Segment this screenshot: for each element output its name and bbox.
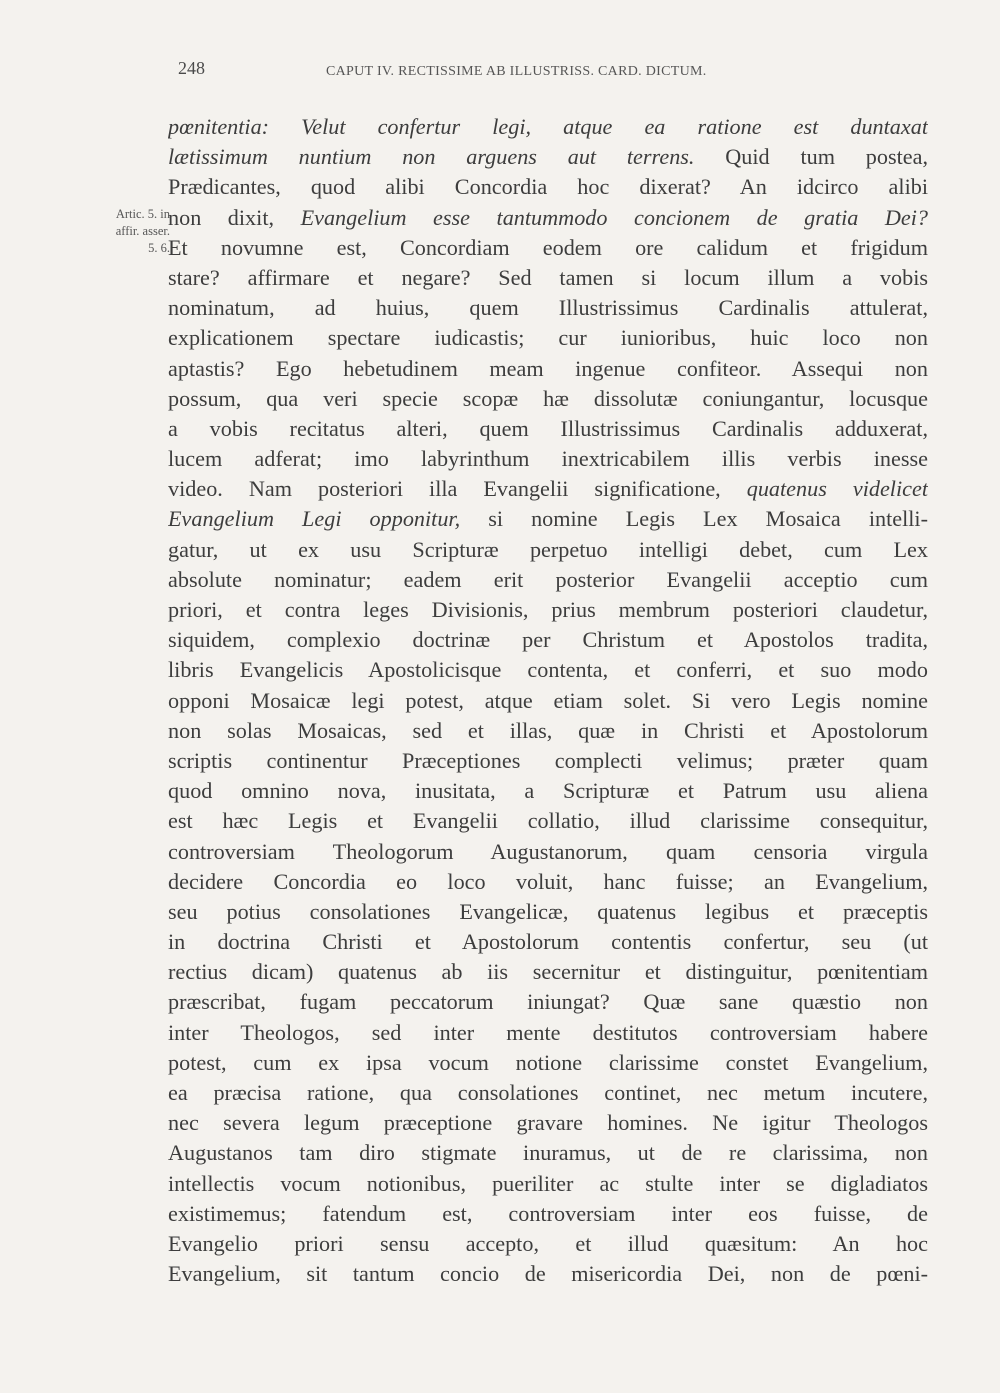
text-line: [168, 957, 928, 987]
text-line: [168, 233, 928, 263]
text-line: [168, 686, 928, 716]
text-line: [168, 203, 928, 233]
text-segment: intellectis vocum notionibus, pueriliter ac stulte inter se digladiatos: [168, 1170, 928, 1196]
text-line: [168, 987, 928, 1017]
text-line: [168, 595, 928, 625]
text-line: [168, 293, 928, 323]
text-line: [168, 1259, 928, 1289]
text-segment: non solas Mosaicas, sed et illas, quæ in Christi et Apostolorum: [168, 717, 928, 743]
text-segment: video. Nam posteriori illa Evangelii significatione,: [168, 476, 747, 502]
text-segment: priori, et contra leges Divisionis, prius membrum posteriori claudetur,: [168, 597, 928, 622]
text-segment: nec severa legum præceptione gravare homines. Ne igitur Theologos: [168, 1110, 928, 1136]
italic-segment: quatenus videlicet: [746, 476, 928, 502]
body-text: [168, 112, 928, 1289]
text-line: [168, 837, 928, 867]
text-line: [168, 504, 928, 534]
text-line: [168, 806, 928, 836]
text-segment: nominatum, ad huius, quem Illustrissimus Cardinalis attulerat,: [168, 295, 928, 321]
text-segment: stare? affirmare et negare? Sed tamen si locum illum a vobis: [168, 264, 928, 290]
text-segment: explicationem spectare iudicastis; cur iunioribus, huic loco non: [168, 325, 928, 351]
italic-segment: Evangelium Legi opponitur,: [168, 506, 461, 532]
text-line: [168, 746, 928, 776]
text-segment: si nomine Legis Lex Mosaica intelli-: [460, 506, 928, 532]
text-segment: gatur, ut ex usu Scripturæ perpetuo intelligi debet, cum Lex: [168, 536, 928, 562]
running-head: CAPUT IV. RECTISSIME AB ILLUSTRISS. CARD. DICTUM.: [326, 64, 707, 79]
page-header: [178, 58, 798, 88]
text-segment: possum, qua veri specie scopæ hæ dissolutæ coniungantur, locusque: [168, 385, 928, 411]
text-line: [168, 384, 928, 414]
italic-segment: lætissimum nuntium non arguens aut terrens.: [168, 144, 695, 170]
text-segment: opponi Mosaicæ legi potest, atque etiam solet. Si vero Legis nomine: [168, 687, 928, 713]
text-line: [168, 897, 928, 927]
text-segment: Et novumne est, Concordiam eodem ore calidum et frigidum: [168, 234, 928, 260]
text-line: [168, 263, 928, 293]
text-segment: Quid tum postea,: [694, 144, 928, 170]
italic-segment: pœnitentia: Velut confertur legi, atque ea ratione est duntaxat: [168, 114, 928, 139]
margin-note-line: 5. 6.: [148, 241, 170, 255]
text-segment: inter Theologos, sed inter mente destitutos controversiam habere: [168, 1019, 928, 1045]
text-line: [168, 927, 928, 957]
text-line: [168, 1169, 928, 1199]
text-line: [168, 444, 928, 474]
text-segment: rectius dicam) quatenus ab iis secernitur et distinguitur, pœnitentiam: [168, 959, 928, 985]
text-segment: scriptis continentur Præceptiones complecti velimus; præter quam: [168, 747, 928, 773]
text-segment: libris Evangelicis Apostolicisque contenta, et conferri, et suo modo: [168, 657, 928, 683]
text-segment: Augustanos tam diro stigmate inuramus, ut de re clarissima, non: [168, 1140, 928, 1166]
text-segment: existimemus; fatendum est, controversiam inter eos fuisse, de: [168, 1200, 928, 1226]
text-line: [168, 354, 928, 384]
text-line: [168, 112, 928, 142]
page-number: 248: [178, 58, 205, 78]
text-line: [168, 1199, 928, 1229]
text-segment: non dixit,: [168, 204, 301, 230]
text-segment: seu potius consolationes Evangelicæ, quatenus legibus et præceptis: [168, 898, 928, 924]
text-line: [168, 1018, 928, 1048]
text-segment: quod omnino nova, inusitata, a Scripturæ et Patrum usu aliena: [168, 778, 928, 804]
margin-note-line: Artic. 5. in: [115, 207, 170, 221]
text-line: [168, 716, 928, 746]
text-line: [168, 414, 928, 444]
text-line: [168, 1108, 928, 1138]
text-line: [168, 172, 928, 202]
text-segment: in doctrina Christi et Apostolorum contentis confertur, seu (ut: [168, 929, 928, 955]
text-line: [168, 565, 928, 595]
text-line: [168, 142, 928, 172]
text-line: [168, 1138, 928, 1168]
text-line: [168, 1078, 928, 1108]
text-segment: siquidem, complexio doctrinæ per Christum et Apostolos tradita,: [168, 627, 928, 653]
text-segment: ea præcisa ratione, qua consolationes continet, nec metum incutere,: [168, 1080, 928, 1105]
text-segment: controversiam Theologorum Augustanorum, quam censoria virgula: [168, 838, 928, 864]
text-segment: decidere Concordia eo loco voluit, hanc fuisse; an Evangelium,: [168, 868, 928, 894]
margin-note: [60, 206, 170, 257]
text-segment: Evangelio priori sensu accepto, et illud quæsitum: An hoc: [168, 1230, 928, 1256]
text-segment: præscribat, fugam peccatorum iniungat? Quæ sane quæstio non: [168, 989, 928, 1015]
text-line: [168, 776, 928, 806]
text-segment: Evangelium, sit tantum concio de misericordia Dei, non de pœni-: [168, 1261, 928, 1287]
text-line: [168, 655, 928, 685]
italic-segment: Evangelium esse tantummodo concionem de gratia Dei?: [300, 204, 928, 230]
text-line: [168, 867, 928, 897]
text-segment: est hæc Legis et Evangelii collatio, illud clarissime consequitur,: [168, 808, 928, 834]
text-segment: absolute nominatur; eadem erit posterior Evangelii acceptio cum: [168, 566, 928, 592]
text-segment: Prædicantes, quod alibi Concordia hoc dixerat? An idcirco alibi: [168, 174, 928, 200]
text-line: [168, 1048, 928, 1078]
text-line: [168, 625, 928, 655]
text-segment: potest, cum ex ipsa vocum notione clarissime constet Evangelium,: [168, 1049, 928, 1075]
text-line: [168, 474, 928, 504]
text-line: [168, 1229, 928, 1259]
margin-note-line: affir. asser.: [115, 224, 170, 238]
text-line: [168, 323, 928, 353]
text-segment: a vobis recitatus alteri, quem Illustrissimus Cardinalis adduxerat,: [168, 415, 928, 441]
text-line: [168, 535, 928, 565]
text-segment: lucem adferat; imo labyrinthum inextricabilem illis verbis inesse: [168, 446, 928, 472]
text-segment: aptastis? Ego hebetudinem meam ingenue confiteor. Assequi non: [168, 355, 928, 381]
